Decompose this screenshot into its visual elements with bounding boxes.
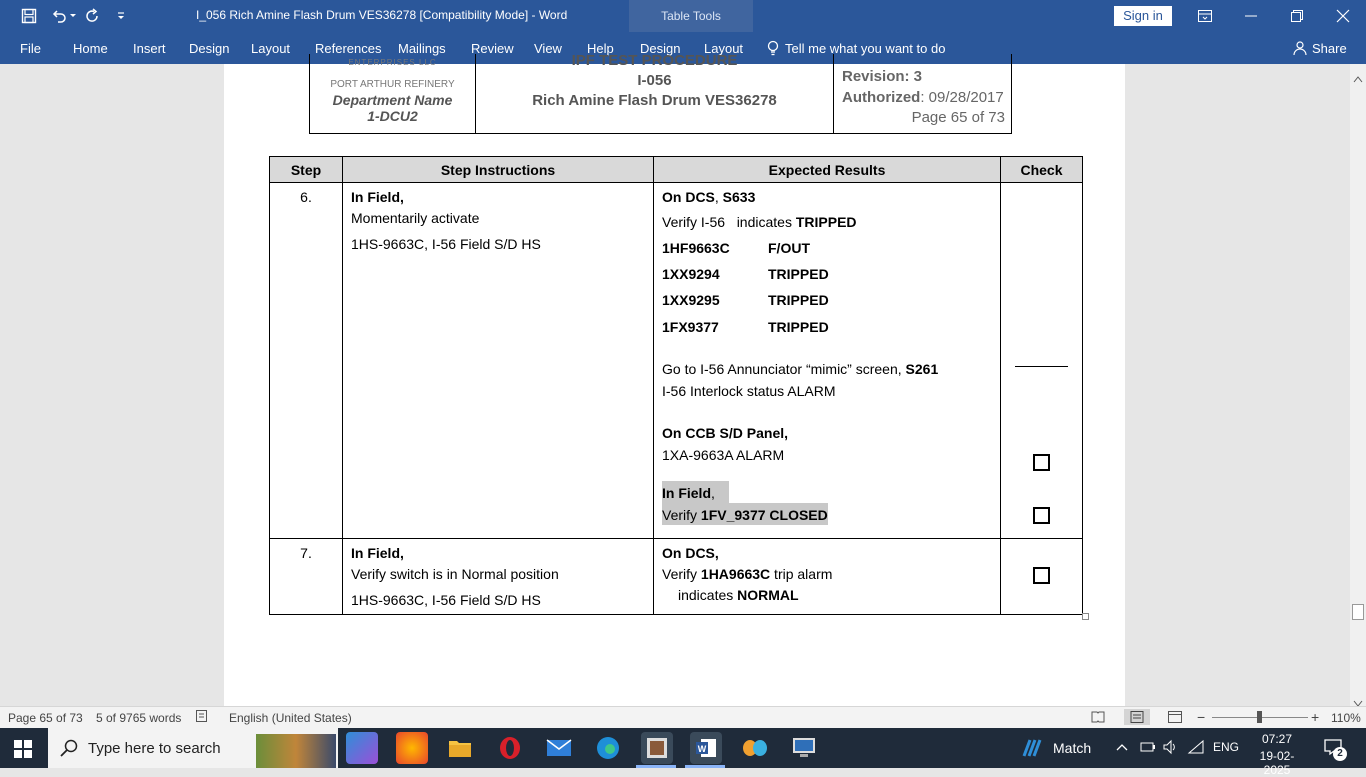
refinery-text: PORT ARTHUR REFINERY [330, 79, 455, 90]
signature-line [1015, 366, 1068, 367]
table-row [270, 539, 1083, 615]
column-header-expected: Expected Results [654, 157, 1001, 183]
firefox-icon[interactable] [396, 732, 428, 764]
dcs-title: On DCS, [662, 545, 719, 561]
copilot-icon[interactable] [346, 732, 378, 764]
authorized-label: Authorized [842, 89, 921, 106]
field-title: In Field [662, 485, 711, 501]
verify-suffix: trip alarm [770, 566, 833, 582]
page-count[interactable]: Page 65 of 73 [8, 711, 83, 725]
input-language[interactable]: ENG [1213, 740, 1240, 754]
checkbox[interactable] [1033, 454, 1050, 471]
document-canvas [0, 52, 1350, 706]
zoom-out-icon[interactable]: − [1197, 709, 1206, 725]
search-icon [60, 739, 78, 762]
clock-time[interactable]: 07:27 [1261, 732, 1293, 746]
minimize-icon[interactable] [1228, 0, 1274, 32]
undo-dropdown-icon[interactable] [66, 4, 80, 28]
chevron-up-icon[interactable] [1116, 740, 1128, 754]
redo-icon[interactable] [80, 4, 106, 28]
clock-date[interactable]: 19-02-2025 [1259, 749, 1295, 777]
table-tools-label: Table Tools [661, 9, 721, 23]
ccb-title: On CCB S/D Panel, [662, 425, 789, 441]
tag-status: TRIPPED [768, 292, 829, 308]
taskbar [0, 728, 1366, 777]
department-name: Department Name [332, 92, 453, 108]
tag-status: TRIPPED [768, 266, 829, 282]
document-title: I_056 Rich Amine Flash Drum VES36278 [Compatibility Mode] - Word [196, 8, 568, 22]
table-header-row [270, 157, 1083, 183]
weather-text[interactable]: Match [1053, 740, 1092, 756]
instruction-title: In Field, [351, 189, 404, 205]
step-instructions-cell[interactable] [343, 539, 654, 615]
active-indicator [685, 765, 725, 768]
page-header-table [309, 54, 1012, 134]
revision-text: Revision: 3 [842, 68, 923, 85]
read-mode-icon[interactable] [1091, 711, 1105, 726]
department-code: 1-DCU2 [367, 108, 418, 124]
tab-references[interactable]: References [315, 41, 382, 56]
status-bar [0, 706, 1366, 728]
tab-file[interactable]: File [20, 41, 41, 56]
word-icon[interactable] [690, 732, 722, 764]
ccb-alarm: 1XA-9663A ALARM [662, 447, 785, 463]
procedure-title: IPF TEST PROCEDURE [571, 52, 738, 69]
zoom-in-icon[interactable]: + [1311, 709, 1320, 725]
indicates-text: indicates [678, 587, 738, 603]
sign-in-button[interactable]: Sign in [1114, 6, 1172, 26]
field-verify-text: Verify [662, 507, 701, 523]
instruction-line: Verify switch is in Normal position [351, 566, 559, 582]
volume-icon[interactable] [1163, 740, 1179, 759]
weather-icon[interactable] [1022, 738, 1044, 763]
column-header-instructions: Step Instructions [343, 157, 654, 183]
column-header-check: Check [1001, 157, 1083, 183]
indicates-value: NORMAL [737, 587, 799, 603]
tab-design[interactable]: Design [189, 41, 230, 56]
file-explorer-icon[interactable] [444, 732, 476, 764]
interlock-status: I-56 Interlock status ALARM [662, 383, 836, 399]
header-procedure-cell [476, 54, 834, 134]
tab-help[interactable]: Help [587, 41, 614, 56]
tab-table-design[interactable]: Design [640, 41, 681, 56]
document-page[interactable] [224, 52, 1125, 706]
page-number-text: Page 65 of 73 [911, 109, 1005, 126]
ribbon-display-options-icon[interactable] [1182, 0, 1228, 32]
step-instructions-cell[interactable] [343, 183, 654, 539]
scroll-thumb[interactable] [1352, 604, 1364, 620]
app-window-icon[interactable] [641, 732, 673, 764]
annunciator-text: Go to I-56 Annunciator “mimic” screen, [662, 361, 906, 377]
mail-icon[interactable] [543, 732, 575, 764]
punctuation: , [711, 485, 715, 501]
word-count[interactable]: 5 of 9765 words [96, 711, 182, 725]
procedure-steps-table [269, 156, 1083, 615]
procedure-id: I-056 [637, 72, 672, 89]
tab-view[interactable]: View [534, 41, 562, 56]
checkbox[interactable] [1033, 507, 1050, 524]
field-verify-value: 1FV_9377 CLOSED [700, 507, 828, 523]
save-icon[interactable] [16, 4, 42, 28]
network-icon[interactable] [1188, 740, 1204, 759]
tab-table-layout[interactable]: Layout [704, 41, 744, 56]
remote-desktop-icon[interactable] [788, 732, 820, 764]
expected-results-cell[interactable] [654, 539, 1001, 615]
restore-icon[interactable] [1274, 0, 1320, 32]
expected-results-cell[interactable] [654, 183, 1001, 539]
punctuation: , [714, 189, 719, 205]
edge-icon[interactable] [592, 732, 624, 764]
verify-text: Verify I-56 indicates [662, 214, 796, 230]
web-layout-icon[interactable] [1168, 711, 1182, 726]
app-butterfly-icon[interactable] [739, 732, 771, 764]
tag-name: 1XX9294 [662, 266, 720, 282]
proofing-icon[interactable] [196, 710, 210, 725]
print-layout-icon[interactable] [1124, 709, 1150, 725]
notification-badge: 2 [1333, 747, 1347, 761]
column-header-step: Step [270, 157, 343, 183]
battery-icon[interactable] [1140, 740, 1156, 759]
tag-name: 1FX9377 [662, 319, 719, 335]
zoom-level[interactable]: 110% [1331, 711, 1361, 725]
tell-me-search[interactable]: Tell me what you want to do [785, 41, 946, 56]
dcs-screen: S633 [722, 189, 756, 205]
check-cell [1001, 539, 1083, 615]
instruction-title: In Field, [351, 545, 404, 561]
instruction-line: 1HS-9663C, I-56 Field S/D HS [351, 236, 541, 252]
step-number: 6. [270, 183, 343, 539]
taskbar-search-box[interactable] [48, 728, 338, 768]
tag-status: TRIPPED [768, 319, 829, 335]
verify-text: Verify [662, 566, 701, 582]
header-company-cell [310, 54, 476, 134]
dcs-title: On DCS [662, 189, 715, 205]
step-number: 7. [270, 539, 343, 615]
windows-start-icon[interactable] [14, 740, 32, 763]
customize-qat-icon[interactable] [108, 4, 134, 28]
search-highlight-image [256, 734, 336, 768]
active-indicator [636, 765, 676, 768]
instruction-line: 1HS-9663C, I-56 Field S/D HS [351, 592, 541, 608]
instruction-line: Momentarily activate [351, 210, 480, 226]
tab-review[interactable]: Review [471, 41, 514, 56]
annunciator-screen: S261 [905, 361, 939, 377]
authorized-date: : 09/28/2017 [920, 89, 1004, 106]
tag-name: 1XX9295 [662, 292, 720, 308]
share-button[interactable]: Share [1312, 41, 1347, 56]
tab-home[interactable]: Home [73, 41, 108, 56]
zoom-slider-thumb[interactable] [1257, 711, 1262, 723]
verify-tag: 1HA9663C [700, 566, 771, 582]
table-row [270, 183, 1083, 539]
tag-name: 1HF9663C [662, 240, 730, 256]
checkbox[interactable] [1033, 567, 1050, 584]
check-cell [1001, 183, 1083, 539]
tab-mailings[interactable]: Mailings [398, 41, 446, 56]
share-person-icon[interactable] [1293, 41, 1307, 60]
scroll-up-icon[interactable] [1354, 69, 1362, 87]
search-placeholder: Type here to search [88, 740, 221, 757]
opera-icon[interactable] [494, 732, 526, 764]
vertical-scrollbar[interactable] [1350, 64, 1366, 706]
tag-status: F/OUT [768, 240, 810, 256]
close-icon[interactable] [1320, 0, 1366, 32]
svg-text:W: W [697, 744, 707, 754]
header-revision-cell [834, 54, 1012, 134]
tab-insert[interactable]: Insert [133, 41, 166, 56]
verify-status: TRIPPED [795, 214, 857, 230]
language-indicator[interactable]: English (United States) [229, 711, 352, 725]
table-resize-handle[interactable] [1082, 613, 1089, 620]
tab-layout[interactable]: Layout [251, 41, 291, 56]
procedure-name: Rich Amine Flash Drum VES36278 [532, 92, 777, 109]
enterprise-text: ENTERPRISES LLC [348, 58, 437, 67]
